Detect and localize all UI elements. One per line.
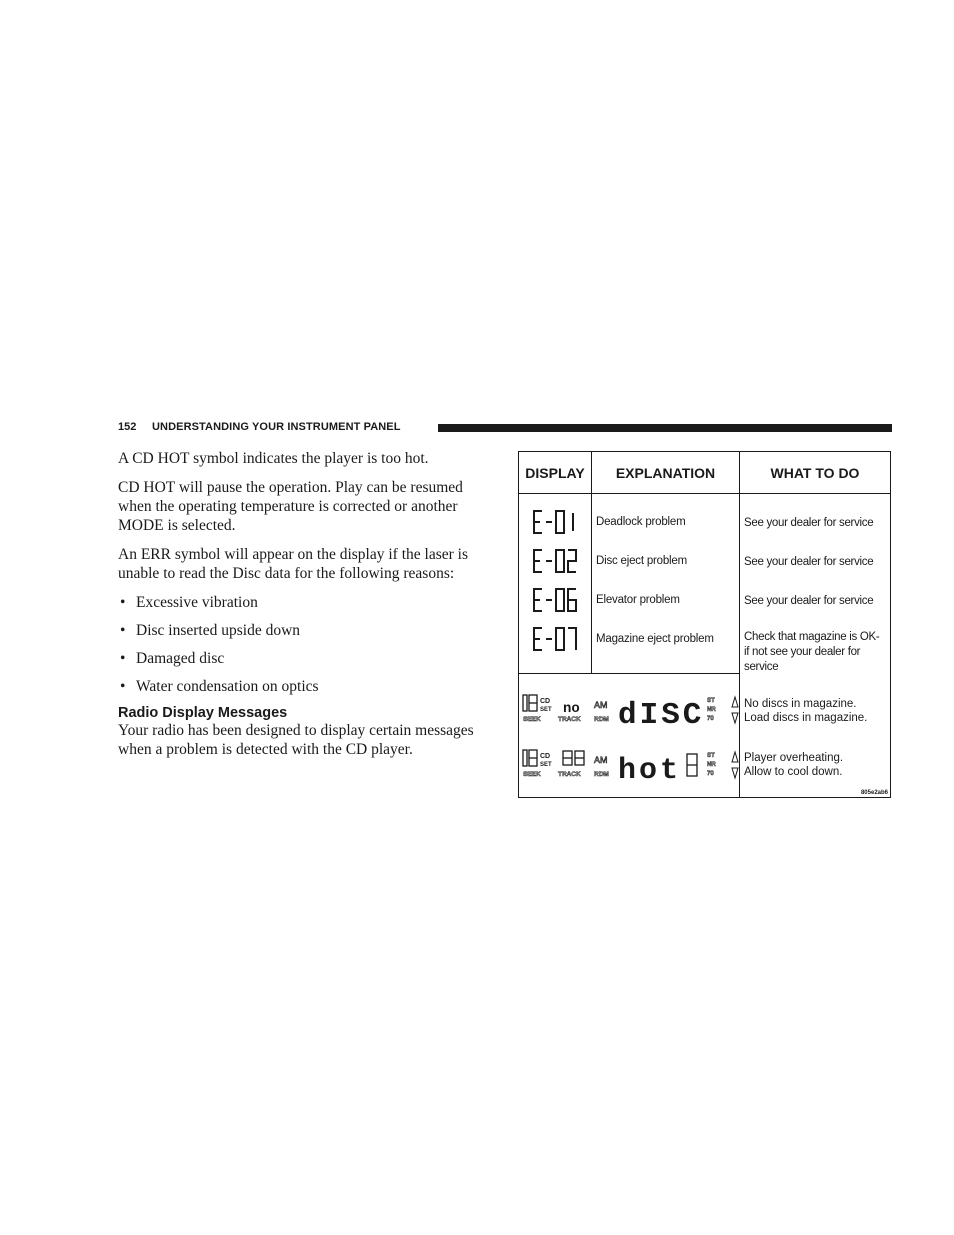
lcd-label-track: TRACK xyxy=(558,716,581,723)
todo-text: Check that magazine is OK- if not see your dealer for service xyxy=(744,631,880,673)
paragraph-err-symbol: An ERR symbol will appear on the display if the laser is unable to read the Disc data for the following reasons: xyxy=(118,546,468,582)
figure-id: 805e2ab6 xyxy=(860,790,888,796)
lcd-display-hot xyxy=(521,748,739,782)
lcd-label-am: AM xyxy=(594,755,608,765)
table-row xyxy=(519,543,890,582)
lcd-label-rdm: RDM xyxy=(594,716,609,723)
lcd-code-e06 xyxy=(531,586,579,614)
todo-text: See your dealer for service xyxy=(744,517,874,529)
lcd-label-70: 70 xyxy=(707,771,714,777)
lcd-label-rdm: RDM xyxy=(594,771,609,778)
lcd-display-no-disc xyxy=(521,693,739,727)
lcd-label-st: ST xyxy=(707,753,715,759)
explanation-text: Elevator problem xyxy=(596,594,680,606)
todo-text: See your dealer for service xyxy=(744,595,874,607)
todo-text: See your dealer for service xyxy=(744,556,874,568)
explanation-text: Deadlock problem xyxy=(596,516,686,528)
table-row xyxy=(519,582,890,621)
header-explanation: EXPLANATION xyxy=(615,464,716,481)
lcd-label-am: AM xyxy=(594,700,608,710)
page-number: 152 xyxy=(118,421,137,433)
table-row xyxy=(519,621,890,673)
list-item: • Water condensation on optics xyxy=(120,678,319,695)
header-divider xyxy=(519,493,890,494)
table-row xyxy=(519,504,890,543)
err-reasons-list xyxy=(118,593,494,696)
lcd-label-nr: NR xyxy=(707,762,716,768)
lcd-label-70: 70 xyxy=(707,716,714,722)
lcd-code-e02 xyxy=(531,547,579,575)
paragraph-radio-messages: Your radio has been designed to display certain messages when a problem is detected with the CD player. xyxy=(118,722,474,758)
header-display: DISPLAY xyxy=(525,464,585,481)
lcd-text-disc: dISC xyxy=(618,698,705,727)
lcd-label-cd: CD xyxy=(540,698,551,705)
lcd-label-track: TRACK xyxy=(558,771,581,778)
explanation-text: Magazine eject problem xyxy=(596,633,714,645)
lcd-code-e01 xyxy=(531,508,579,536)
lcd-label-seek: SEEK xyxy=(523,716,541,723)
header-rule xyxy=(438,424,892,432)
paragraph-cd-hot: A CD HOT symbol indicates the player is too hot. xyxy=(118,450,429,467)
list-item: • Disc inserted upside down xyxy=(120,622,301,639)
lcd-label-cd: CD xyxy=(540,753,551,760)
section-divider xyxy=(519,673,740,674)
lcd-label-set: SET xyxy=(540,707,552,713)
body-text xyxy=(118,449,494,769)
lcd-label-seek: SEEK xyxy=(523,771,541,778)
lcd-code-e07 xyxy=(531,625,579,653)
list-item: • Excessive vibration xyxy=(120,594,258,611)
lcd-label-set: SET xyxy=(540,762,552,768)
lcd-message-no-disc: No discs in magazine. Load discs in magazine. xyxy=(744,698,868,724)
lcd-text-hot: hot xyxy=(618,754,682,782)
section-title: UNDERSTANDING YOUR INSTRUMENT PANEL xyxy=(152,421,401,433)
subheading-radio-display-messages: Radio Display Messages xyxy=(118,705,288,721)
lcd-text-no: no xyxy=(563,701,580,717)
page-header xyxy=(118,418,892,438)
list-item: • Damaged disc xyxy=(120,650,225,667)
display-messages-table xyxy=(518,451,891,798)
explanation-text: Disc eject problem xyxy=(596,555,687,567)
lcd-message-hot: Player overheating. Allow to cool down. xyxy=(744,752,844,778)
lcd-label-nr: NR xyxy=(707,707,716,713)
paragraph-cd-hot-pause: CD HOT will pause the operation. Play can be resumed when the operating temperature is corrected or another MODE is selected. xyxy=(118,479,463,534)
header-what-to-do: WHAT TO DO xyxy=(770,464,860,481)
lcd-label-st: ST xyxy=(707,698,715,704)
